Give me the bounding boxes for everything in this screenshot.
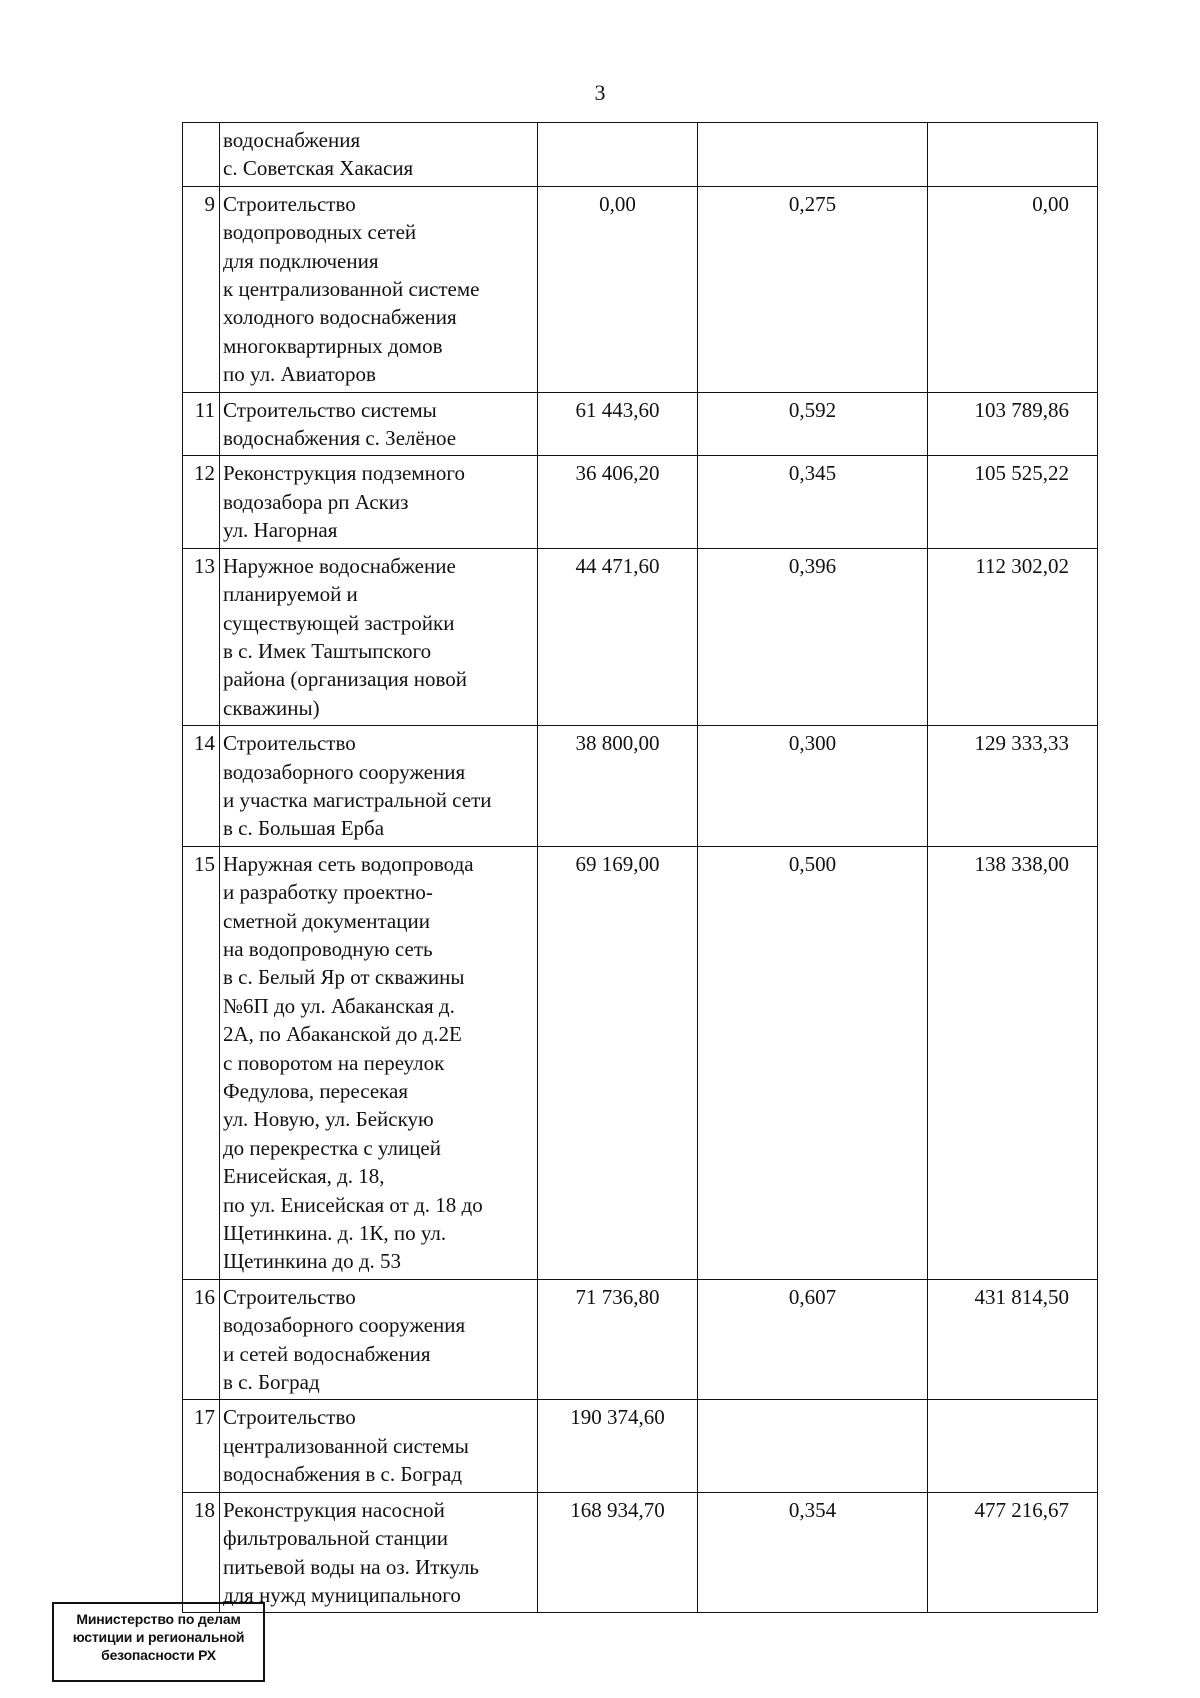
stamp-line-3: безопасности РХ	[101, 1647, 216, 1663]
object-name-cell: водоснабжения с. Советская Хакасия	[220, 123, 538, 187]
data-table	[182, 122, 1098, 1613]
table-row	[183, 548, 1098, 725]
table-row	[183, 186, 1098, 392]
amount-cell: 69 169,00	[538, 846, 698, 1279]
unit-cost-cell	[928, 123, 1098, 187]
amount-cell: 168 934,70	[538, 1492, 698, 1613]
row-number-cell	[183, 123, 220, 187]
row-number-cell: 14	[183, 726, 220, 847]
row-number-cell: 18	[183, 1492, 220, 1613]
page-number: 3	[594, 80, 606, 105]
object-name-cell: Наружная сеть водопровода и разработку проектно- сметной документации на водопроводную сеть в с. Белый Яр от скважины №6П до ул. Абаканская д. 2А, по Абаканской до д.2Е с поворотом на переулок Федулова, пересекая ул. Новую, ул. Бейскую до перекрестка с улицей Енисейская, д. 18, по ул. Енисейская от д. 18 до Щетинкина. д. 1К, по ул. Щетинкина до д. 53	[220, 846, 538, 1279]
capacity-cell	[698, 1400, 928, 1492]
stamp-line-1: Министерство по делам	[76, 1611, 241, 1627]
table-row	[183, 726, 1098, 847]
row-number-cell: 16	[183, 1279, 220, 1400]
table-row	[183, 123, 1098, 187]
table-row	[183, 392, 1098, 456]
capacity-cell: 0,592	[698, 392, 928, 456]
amount-cell: 190 374,60	[538, 1400, 698, 1492]
capacity-cell: 0,275	[698, 186, 928, 392]
capacity-cell: 0,345	[698, 456, 928, 548]
amount-cell	[538, 123, 698, 187]
unit-cost-cell: 112 302,02	[928, 548, 1098, 725]
object-name-cell: Строительство централизованной системы водоснабжения в с. Боград	[220, 1400, 538, 1492]
amount-cell: 61 443,60	[538, 392, 698, 456]
amount-cell: 38 800,00	[538, 726, 698, 847]
unit-cost-cell: 0,00	[928, 186, 1098, 392]
amount-cell: 0,00	[538, 186, 698, 392]
table-row	[183, 1279, 1098, 1400]
unit-cost-cell: 477 216,67	[928, 1492, 1098, 1613]
table-body	[183, 123, 1098, 1613]
table-row	[183, 846, 1098, 1279]
unit-cost-cell: 129 333,33	[928, 726, 1098, 847]
unit-cost-cell: 103 789,86	[928, 392, 1098, 456]
table-row	[183, 1492, 1098, 1613]
unit-cost-cell	[928, 1400, 1098, 1492]
object-name-cell: Реконструкция подземного водозабора рп Аскиз ул. Нагорная	[220, 456, 538, 548]
row-number-cell: 9	[183, 186, 220, 392]
object-name-cell: Реконструкция насосной фильтровальной станции питьевой воды на оз. Иткуль для нужд муниципального	[220, 1492, 538, 1613]
row-number-cell: 15	[183, 846, 220, 1279]
row-number-cell: 13	[183, 548, 220, 725]
capacity-cell	[698, 123, 928, 187]
capacity-cell: 0,607	[698, 1279, 928, 1400]
ministry-stamp	[52, 1602, 265, 1682]
stamp-line-2: юстиции и региональной	[72, 1629, 245, 1645]
unit-cost-cell: 138 338,00	[928, 846, 1098, 1279]
capacity-cell: 0,396	[698, 548, 928, 725]
unit-cost-cell: 105 525,22	[928, 456, 1098, 548]
amount-cell: 36 406,20	[538, 456, 698, 548]
capacity-cell: 0,500	[698, 846, 928, 1279]
row-number-cell: 17	[183, 1400, 220, 1492]
table-row	[183, 456, 1098, 548]
object-name-cell: Строительство системы водоснабжения с. Зелёное	[220, 392, 538, 456]
amount-cell: 44 471,60	[538, 548, 698, 725]
row-number-cell: 11	[183, 392, 220, 456]
object-name-cell: Строительство водопроводных сетей для подключения к централизованной системе холодного водоснабжения многоквартирных домов по ул. Авиаторов	[220, 186, 538, 392]
row-number-cell: 12	[183, 456, 220, 548]
table-row	[183, 1400, 1098, 1492]
object-name-cell: Строительство водозаборного сооружения и участка магистральной сети в с. Большая Ерба	[220, 726, 538, 847]
object-name-cell: Строительство водозаборного сооружения и сетей водоснабжения в с. Боград	[220, 1279, 538, 1400]
object-name-cell: Наружное водоснабжение планируемой и существующей застройки в с. Имек Таштыпского района (организация новой скважины)	[220, 548, 538, 725]
capacity-cell: 0,354	[698, 1492, 928, 1613]
amount-cell: 71 736,80	[538, 1279, 698, 1400]
unit-cost-cell: 431 814,50	[928, 1279, 1098, 1400]
capacity-cell: 0,300	[698, 726, 928, 847]
